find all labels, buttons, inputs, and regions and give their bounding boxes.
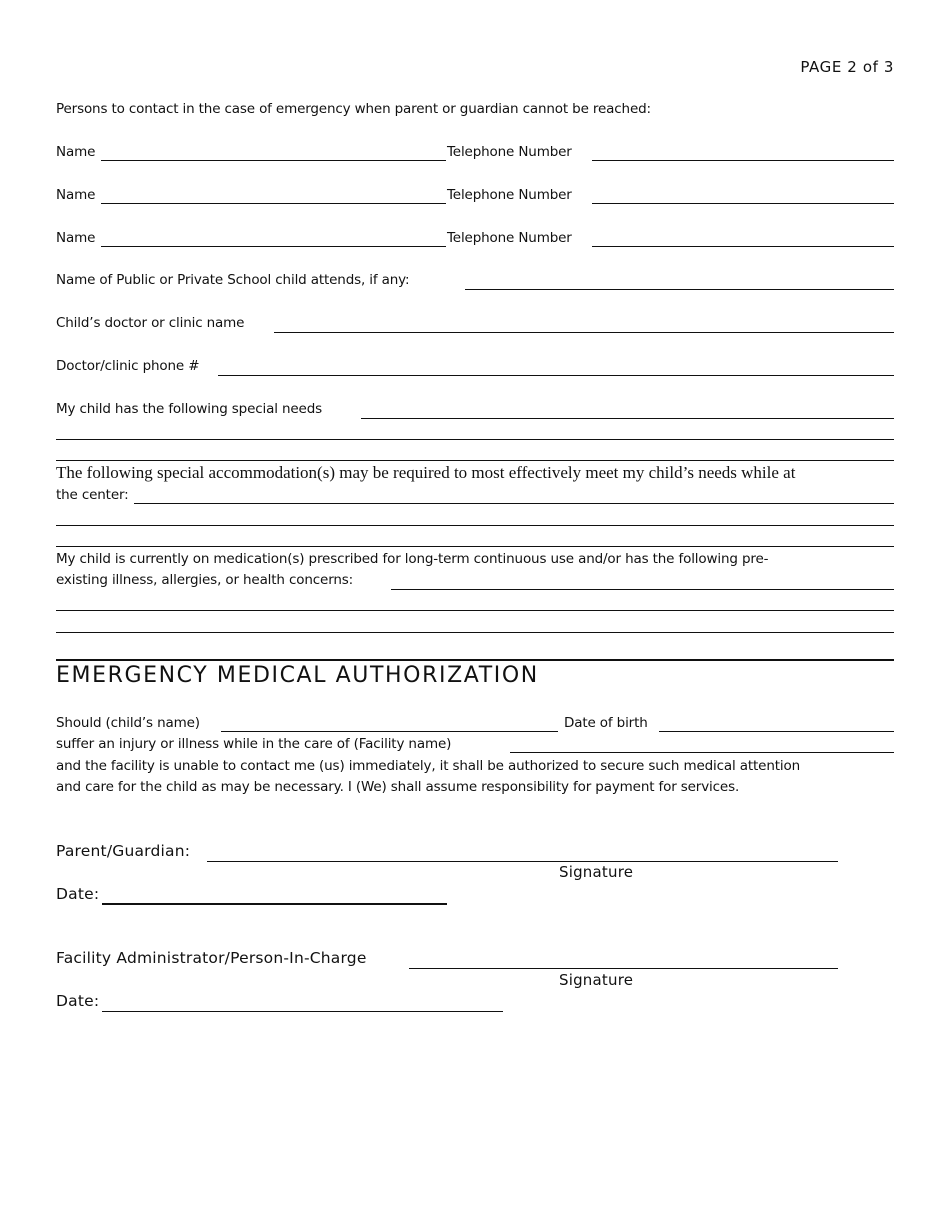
emergency-contacts-intro: Persons to contact in the case of emergency when parent or guardian cannot be reached: bbox=[56, 101, 651, 117]
medication-field-3[interactable] bbox=[56, 632, 894, 633]
doctor-field[interactable] bbox=[274, 332, 894, 333]
authorization-heading: EMERGENCY MEDICAL AUTHORIZATION bbox=[56, 663, 539, 688]
child-name-field[interactable] bbox=[221, 731, 558, 732]
dob-field[interactable] bbox=[659, 731, 894, 732]
parent-guardian-label: Parent/Guardian: bbox=[56, 842, 191, 860]
administrator-signature-field[interactable] bbox=[409, 968, 838, 969]
school-field[interactable] bbox=[465, 289, 894, 290]
accommodation-label-line1: The following special accommodation(s) may be required to most effectively meet my child’s needs while at bbox=[56, 463, 796, 482]
accommodation-label-line2: the center: bbox=[56, 487, 129, 503]
contact-1-phone-field[interactable] bbox=[592, 160, 894, 161]
doctor-phone-label: Doctor/clinic phone # bbox=[56, 358, 200, 374]
administrator-date-field[interactable] bbox=[102, 1011, 503, 1012]
parent-date-label: Date: bbox=[56, 885, 100, 903]
medication-label-line2: existing illness, allergies, or health concerns: bbox=[56, 572, 354, 588]
medication-field-2[interactable] bbox=[56, 610, 894, 611]
special-needs-field-2[interactable] bbox=[56, 439, 894, 440]
facility-name-label: suffer an injury or illness while in the care of (Facility name) bbox=[56, 736, 452, 752]
contact-2-name-label: Name bbox=[56, 187, 96, 203]
doctor-phone-field[interactable] bbox=[218, 375, 894, 376]
doctor-label: Child’s doctor or clinic name bbox=[56, 315, 245, 331]
contact-2-name-field[interactable] bbox=[101, 203, 446, 204]
contact-3-phone-field[interactable] bbox=[592, 246, 894, 247]
special-needs-field-3[interactable] bbox=[56, 460, 894, 461]
accommodation-field-2[interactable] bbox=[56, 525, 894, 526]
parent-signature-field[interactable] bbox=[207, 861, 838, 862]
authorization-body-line1: and the facility is unable to contact me (us) immediately, it shall be authorized to secure such medical attention bbox=[56, 758, 800, 774]
accommodation-field-1[interactable] bbox=[134, 503, 894, 504]
administrator-date-label: Date: bbox=[56, 992, 100, 1010]
contact-3-phone-label: Telephone Number bbox=[447, 230, 572, 246]
authorization-body-line2: and care for the child as may be necessary. I (We) shall assume responsibility for payment for services. bbox=[56, 779, 740, 795]
administrator-signature-caption: Signature bbox=[559, 971, 634, 989]
parent-date-field[interactable] bbox=[102, 903, 447, 905]
facility-name-field[interactable] bbox=[510, 752, 894, 753]
contact-1-name-field[interactable] bbox=[101, 160, 446, 161]
medication-label-line1: My child is currently on medication(s) prescribed for long-term continuous use and/or has the following pre- bbox=[56, 551, 769, 567]
contact-1-phone-label: Telephone Number bbox=[447, 144, 572, 160]
contact-3-name-label: Name bbox=[56, 230, 96, 246]
contact-2-phone-field[interactable] bbox=[592, 203, 894, 204]
administrator-label: Facility Administrator/Person-In-Charge bbox=[56, 949, 367, 967]
child-name-label: Should (child’s name) bbox=[56, 715, 200, 731]
section-divider bbox=[56, 659, 894, 661]
contact-1-name-label: Name bbox=[56, 144, 96, 160]
contact-3-name-field[interactable] bbox=[101, 246, 446, 247]
page-number: PAGE 2 of 3 bbox=[800, 58, 894, 76]
accommodation-field-3[interactable] bbox=[56, 546, 894, 547]
contact-2-phone-label: Telephone Number bbox=[447, 187, 572, 203]
parent-signature-caption: Signature bbox=[559, 863, 634, 881]
special-needs-field-1[interactable] bbox=[361, 418, 894, 419]
school-label: Name of Public or Private School child attends, if any: bbox=[56, 272, 410, 288]
special-needs-label: My child has the following special needs bbox=[56, 401, 323, 417]
dob-label: Date of birth bbox=[564, 715, 648, 731]
medication-field-1[interactable] bbox=[391, 589, 894, 590]
